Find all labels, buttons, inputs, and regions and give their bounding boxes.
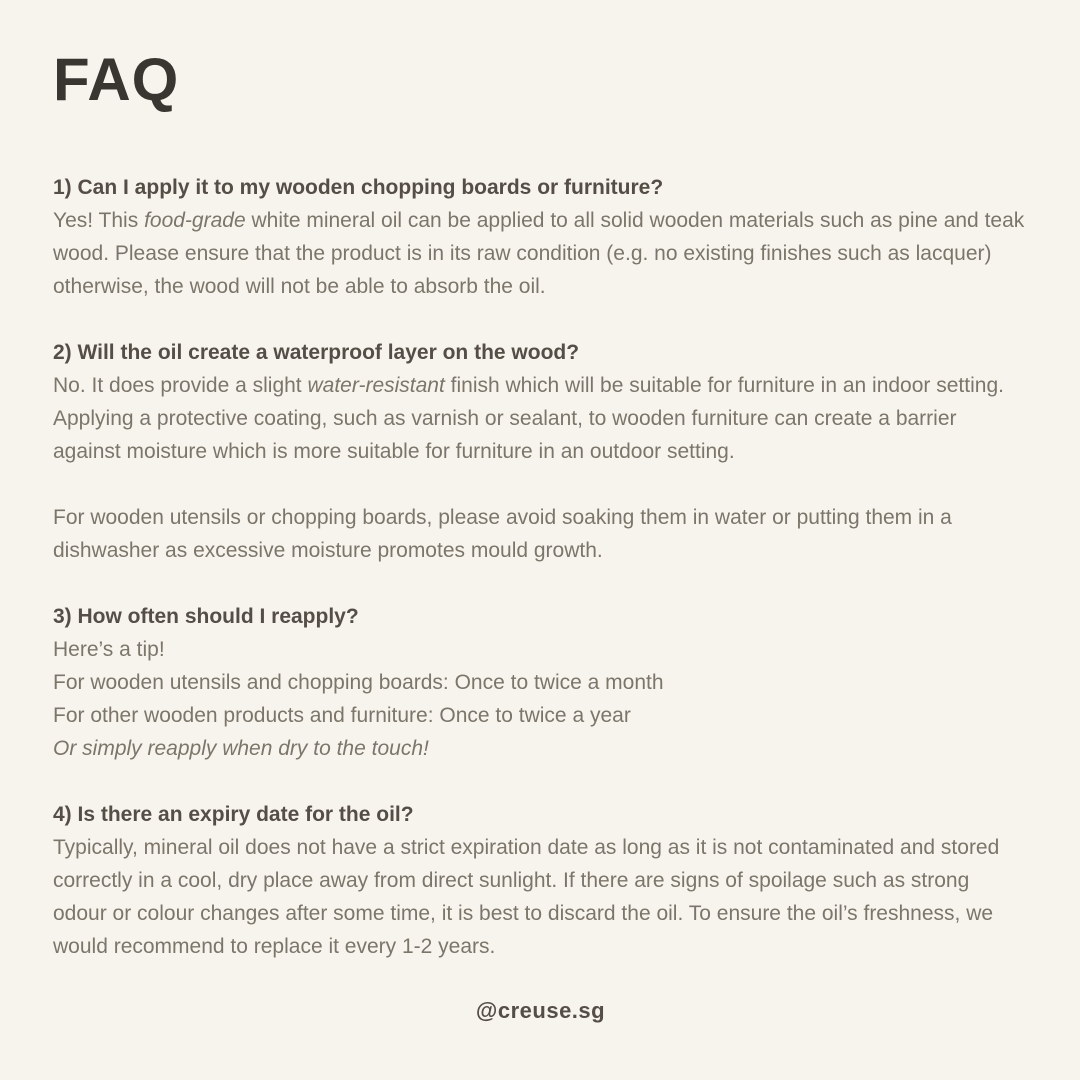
social-handle: @creuse.sg <box>475 998 606 1023</box>
answer-paragraph <box>53 501 1028 567</box>
question-heading: 4) Is there an expiry date for the oil? <box>53 803 414 826</box>
emphasized-text: water-resistant <box>307 374 445 397</box>
answer-paragraph <box>53 633 1028 765</box>
answer-line <box>53 501 1028 567</box>
answer-line <box>53 633 1028 666</box>
body-text: finish which will be suitable for furniture in an indoor setting. Applying a protective coating, such as varnish or sealant, to wooden furniture can create a barrier against moisture which is more suitable for furniture in an outdoor setting. <box>53 374 1004 463</box>
faq-section <box>53 171 1028 303</box>
answer-line <box>53 732 1028 765</box>
body-text: white mineral oil can be applied to all solid wooden materials such as pine and teak wood. Please ensure that the product is in its raw condition (e.g. no existing finishes such as lacquer) otherwise, the wood will not be able to absorb the oil. <box>53 209 1025 298</box>
body-text: For other wooden products and furniture: Once to twice a year <box>53 704 631 727</box>
body-text: For wooden utensils and chopping boards: Once to twice a month <box>53 671 664 694</box>
page-title: FAQ <box>53 46 180 113</box>
body-text: Typically, mineral oil does not have a strict expiration date as long as it is not contaminated and stored correctly in a cool, dry place away from direct sunlight. If there are signs of spoilage such as strong odour or colour changes after some time, it is best to discard the oil. To ensure the oil’s freshness, we would recommend to replace it every 1-2 years. <box>53 836 1000 958</box>
answer-line <box>53 204 1028 303</box>
body-text: No. It does provide a slight <box>53 374 308 397</box>
emphasized-text: food-grade <box>144 209 246 232</box>
answer-paragraph <box>53 369 1028 468</box>
question-heading: 3) How often should I reapply? <box>53 605 359 628</box>
body-text: Yes! This <box>53 209 145 232</box>
answer-line <box>53 699 1028 732</box>
faq-section <box>53 600 1028 765</box>
body-text: Here’s a tip! <box>53 638 165 661</box>
emphasized-text: Or simply reapply when dry to the touch! <box>53 737 429 760</box>
answer-paragraph <box>53 831 1028 963</box>
body-text: For wooden utensils or chopping boards, please avoid soaking them in water or putting them in a dishwasher as excessive moisture promotes mould growth. <box>53 506 952 562</box>
answer-line <box>53 666 1028 699</box>
faq-section <box>53 798 1028 963</box>
answer-line <box>53 831 1028 963</box>
question-heading: 1) Can I apply it to my wooden chopping boards or furniture? <box>53 176 664 199</box>
answer-paragraph <box>53 204 1028 303</box>
faq-sections <box>53 138 1028 963</box>
faq-section <box>53 336 1028 567</box>
question-heading: 2) Will the oil create a waterproof layer on the wood? <box>53 341 580 364</box>
answer-line <box>53 369 1028 468</box>
